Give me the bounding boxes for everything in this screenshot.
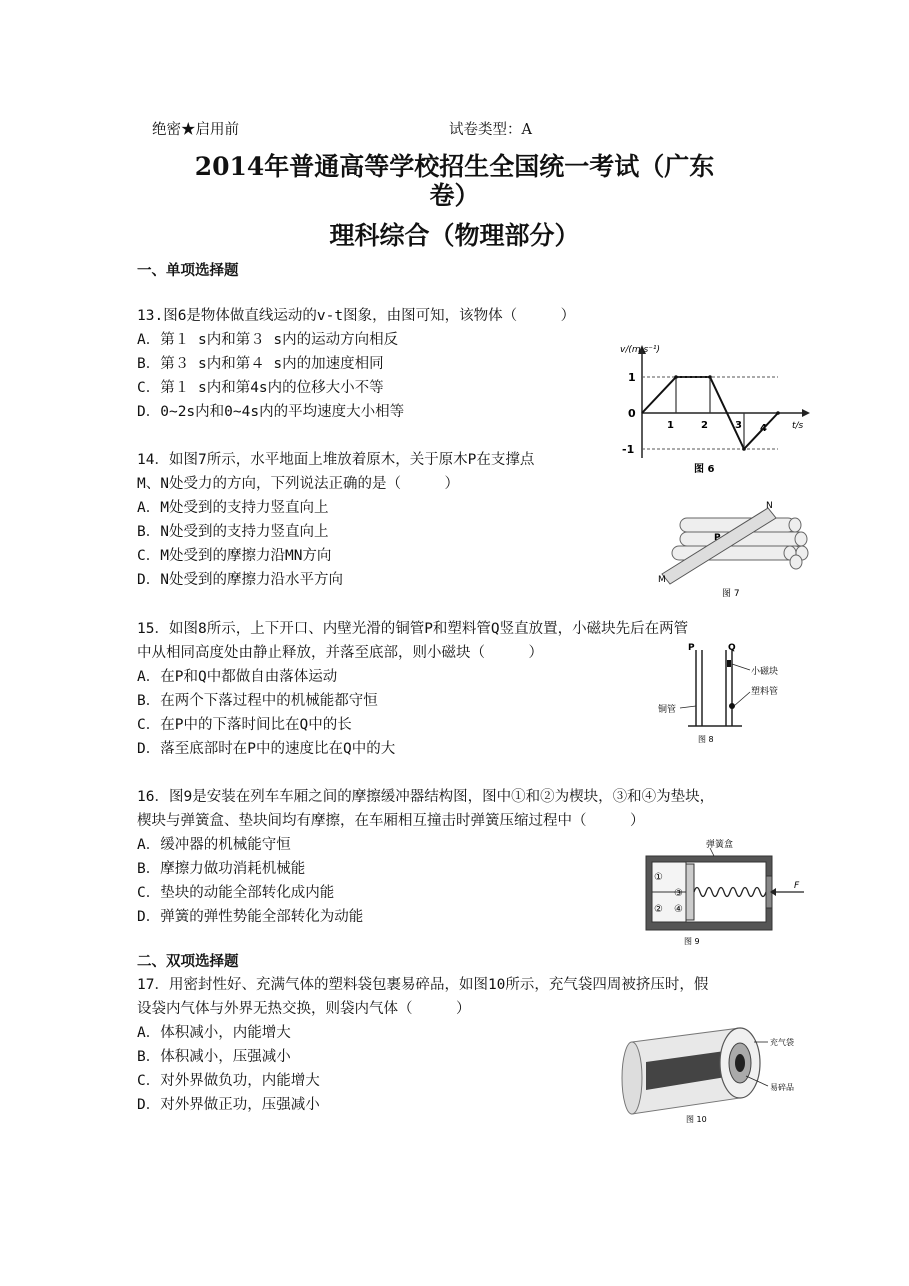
figure-7: [650, 498, 810, 598]
q16-option-b: B．摩擦力做功消耗机械能: [137, 861, 306, 877]
fig7-caption: 图 7: [722, 589, 740, 598]
q15-option-d: D．落至底部时在P中的速度比在Q中的大: [137, 741, 396, 757]
fig9-label-F: F: [794, 881, 800, 891]
fig9-num-4: ④: [674, 904, 683, 915]
spring-coil: [694, 888, 766, 897]
page-subtitle: 理科综合（物理部分）: [329, 221, 580, 250]
vt-point-4: [776, 411, 780, 415]
q14-option-b: B．N处受到的支持力竖直向上: [137, 524, 329, 540]
vt-point-1: [674, 375, 678, 379]
q13-option-b: B．第３ s内和第４ s内的加速度相同: [137, 356, 384, 372]
log-end-2: [795, 532, 807, 546]
q16-option-c: C．垫块的动能全部转化成内能: [137, 885, 335, 901]
q17-option-c: C．对外界做负功，内能增大: [137, 1073, 320, 1089]
q14-option-a: A．M处受到的支持力竖直向上: [137, 500, 329, 516]
fig9-num-1: ①: [654, 872, 663, 883]
log-end-5: [790, 555, 802, 569]
fig8-label-P: P: [688, 643, 695, 653]
secret-label: 绝密★启用前: [152, 122, 239, 138]
q15-stem-line1: 15．如图8所示，上下开口、内壁光滑的铜管P和塑料管Q竖直放置，小磁块先后在两管: [137, 621, 689, 637]
q17-option-a: A．体积减小，内能增大: [137, 1025, 291, 1041]
fig7-label-P: P: [714, 533, 721, 543]
q17-stem-line1: 17．用密封性好、充满气体的塑料袋包裹易碎品，如图10所示，充气袋四周被挤压时，假: [137, 977, 709, 993]
q15-stem-line2: 中从相同高度处由静止释放，并落至底部，则小磁块（ ）: [137, 645, 543, 661]
fig8-label-plastic: 塑料管: [751, 687, 779, 697]
fig6-xtick-1: 1: [667, 420, 674, 431]
fig8-label-copper: 铜管: [658, 705, 677, 715]
bag-end-left: [622, 1042, 642, 1114]
q16-option-d: D．弹簧的弹性势能全部转化为动能: [137, 909, 364, 925]
page-title-cont: 卷）: [429, 181, 480, 210]
fig9-num-2: ②: [654, 904, 663, 915]
fig10-label-item: 易碎品: [770, 1083, 794, 1092]
q17-option-b: B．体积减小，压强减小: [137, 1049, 291, 1065]
fig9-box-label: 弹簧盒: [706, 840, 734, 850]
q16-stem-line2: 楔块与弹簧盒、垫块间均有摩擦，在车厢相互撞击时弹簧压缩过程中（ ）: [137, 813, 645, 829]
fig8-label-magnet: 小磁块: [751, 667, 779, 677]
figure-6: [612, 338, 812, 478]
figure-10: [612, 1020, 807, 1125]
figure-9: [644, 838, 809, 950]
fig9-num-3: ③: [674, 888, 683, 899]
log-end-1: [789, 518, 801, 532]
fig8-caption: 图 8: [698, 735, 714, 744]
q13-stem: 13.图6是物体做直线运动的v-t图象，由图可知，该物体（ ）: [137, 308, 576, 324]
q16-stem-line1: 16．图9是安装在列车车厢之间的摩擦缓冲器结构图，图中①和②为楔块，③和④为垫块，: [137, 789, 715, 805]
vt-point-3: [742, 447, 746, 451]
fig10-label-bag: 充气袋: [770, 1038, 794, 1047]
q14-stem-line2: M、N处受力的方向，下列说法正确的是（ ）: [137, 476, 459, 492]
q14-option-d: D．N处受到的摩擦力沿水平方向: [137, 572, 343, 588]
paper-type-label: 试卷类型：A: [449, 122, 532, 138]
fig6-xtick-4: 4: [760, 423, 767, 434]
figure-8: [658, 640, 808, 748]
q15-option-c: C．在P中的下落时间比在Q中的长: [137, 717, 352, 733]
q13-option-c: C．第１ s内和第4s内的位移大小不等: [137, 380, 384, 396]
q15-option-b: B．在两个下落过程中的机械能都守恒: [137, 693, 378, 709]
q13-option-a: A．第１ s内和第３ s内的运动方向相反: [137, 332, 399, 348]
q17-stem-line2: 设袋内气体与外界无热交换，则袋内气体（ ）: [137, 1001, 471, 1017]
magnet-block: [727, 660, 731, 667]
fig6-xtick-3: 3: [735, 420, 742, 431]
fig6-ytick-neg1: -1: [622, 443, 635, 456]
fig8-label-Q: Q: [728, 643, 736, 653]
fig6-ytick-0: 0: [628, 407, 636, 420]
vt-point-2: [708, 375, 712, 379]
pad-block: [686, 864, 694, 920]
q16-option-a: A．缓冲器的机械能守恒: [137, 837, 291, 853]
q13-option-d: D．0~2s内和0~4s内的平均速度大小相等: [137, 404, 405, 420]
page-title: 2014年普通高等学校招生全国统一考试（广东: [194, 152, 715, 181]
section-heading-double: 二、双项选择题: [137, 954, 239, 970]
fig6-xlabel: t/s: [792, 421, 804, 431]
fig6-caption: 图 6: [694, 464, 715, 475]
fig9-caption: 图 9: [684, 937, 700, 946]
q14-stem-line1: 14．如图7所示，水平地面上堆放着原木，关于原木P在支撑点: [137, 452, 535, 468]
q15-option-a: A．在P和Q中都做自由落体运动: [137, 669, 338, 685]
fig6-ytick-1: 1: [628, 371, 636, 384]
section-heading-single: 一、单项选择题: [137, 263, 239, 279]
fig6-ylabel: v/(m·s⁻¹): [620, 345, 661, 355]
fig7-label-M: M: [658, 575, 666, 585]
fig7-label-N: N: [766, 501, 773, 511]
q14-option-c: C．M处受到的摩擦力沿MN方向: [137, 548, 332, 564]
fig10-caption: 图 10: [686, 1115, 707, 1124]
q17-option-d: D．对外界做正功，压强减小: [137, 1097, 320, 1113]
x-axis-arrow: [802, 409, 810, 417]
fig6-xtick-2: 2: [701, 420, 708, 431]
